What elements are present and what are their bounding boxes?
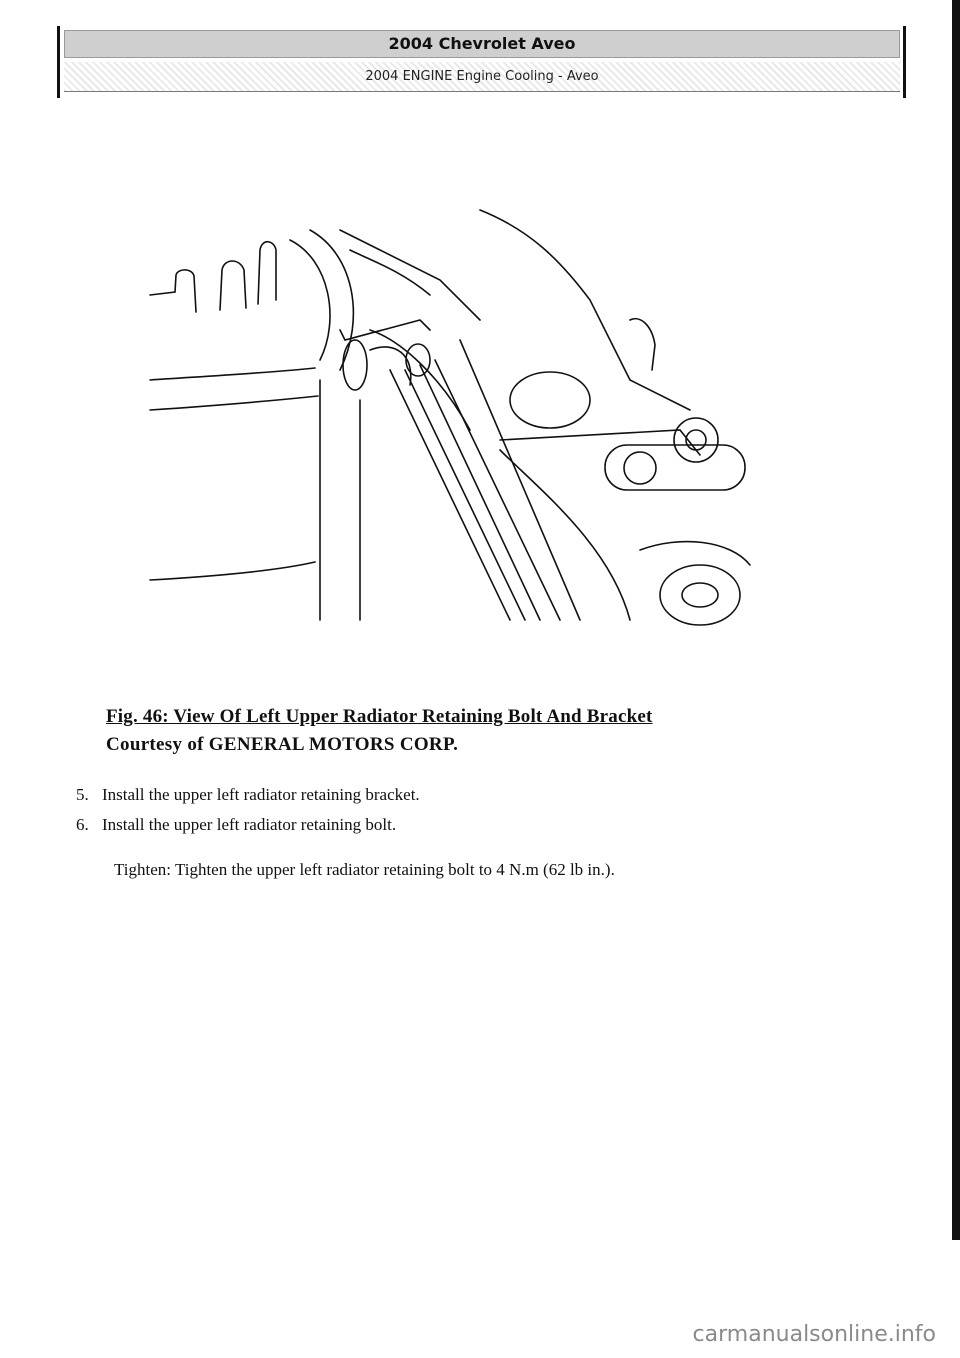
site-watermark: carmanualsonline.info [692, 1322, 936, 1347]
step-5 [76, 785, 420, 805]
header-right-rule [903, 26, 906, 98]
torque-spec: Tighten: Tighten the upper left radiator retaining bolt to 4 N.m (62 lb in.). [114, 860, 615, 879]
radiator-bracket-illustration [140, 200, 770, 630]
figure-caption: Fig. 46: View Of Left Upper Radiator Retaining Bolt And Bracket [106, 706, 653, 727]
page-edge-bar [952, 0, 960, 1240]
step-text: Install the upper left radiator retaining bracket. [102, 785, 420, 804]
step-text: Install the upper left radiator retaining bolt. [102, 815, 397, 834]
step-number: 5. [76, 785, 89, 804]
step-6 [76, 815, 396, 835]
document-title: 2004 Chevrolet Aveo [64, 30, 900, 58]
figure-courtesy: Courtesy of GENERAL MOTORS CORP. [106, 734, 459, 755]
header-left-rule [57, 26, 60, 98]
document-subtitle: 2004 ENGINE Engine Cooling - Aveo [64, 62, 900, 92]
step-number: 6. [76, 815, 89, 834]
